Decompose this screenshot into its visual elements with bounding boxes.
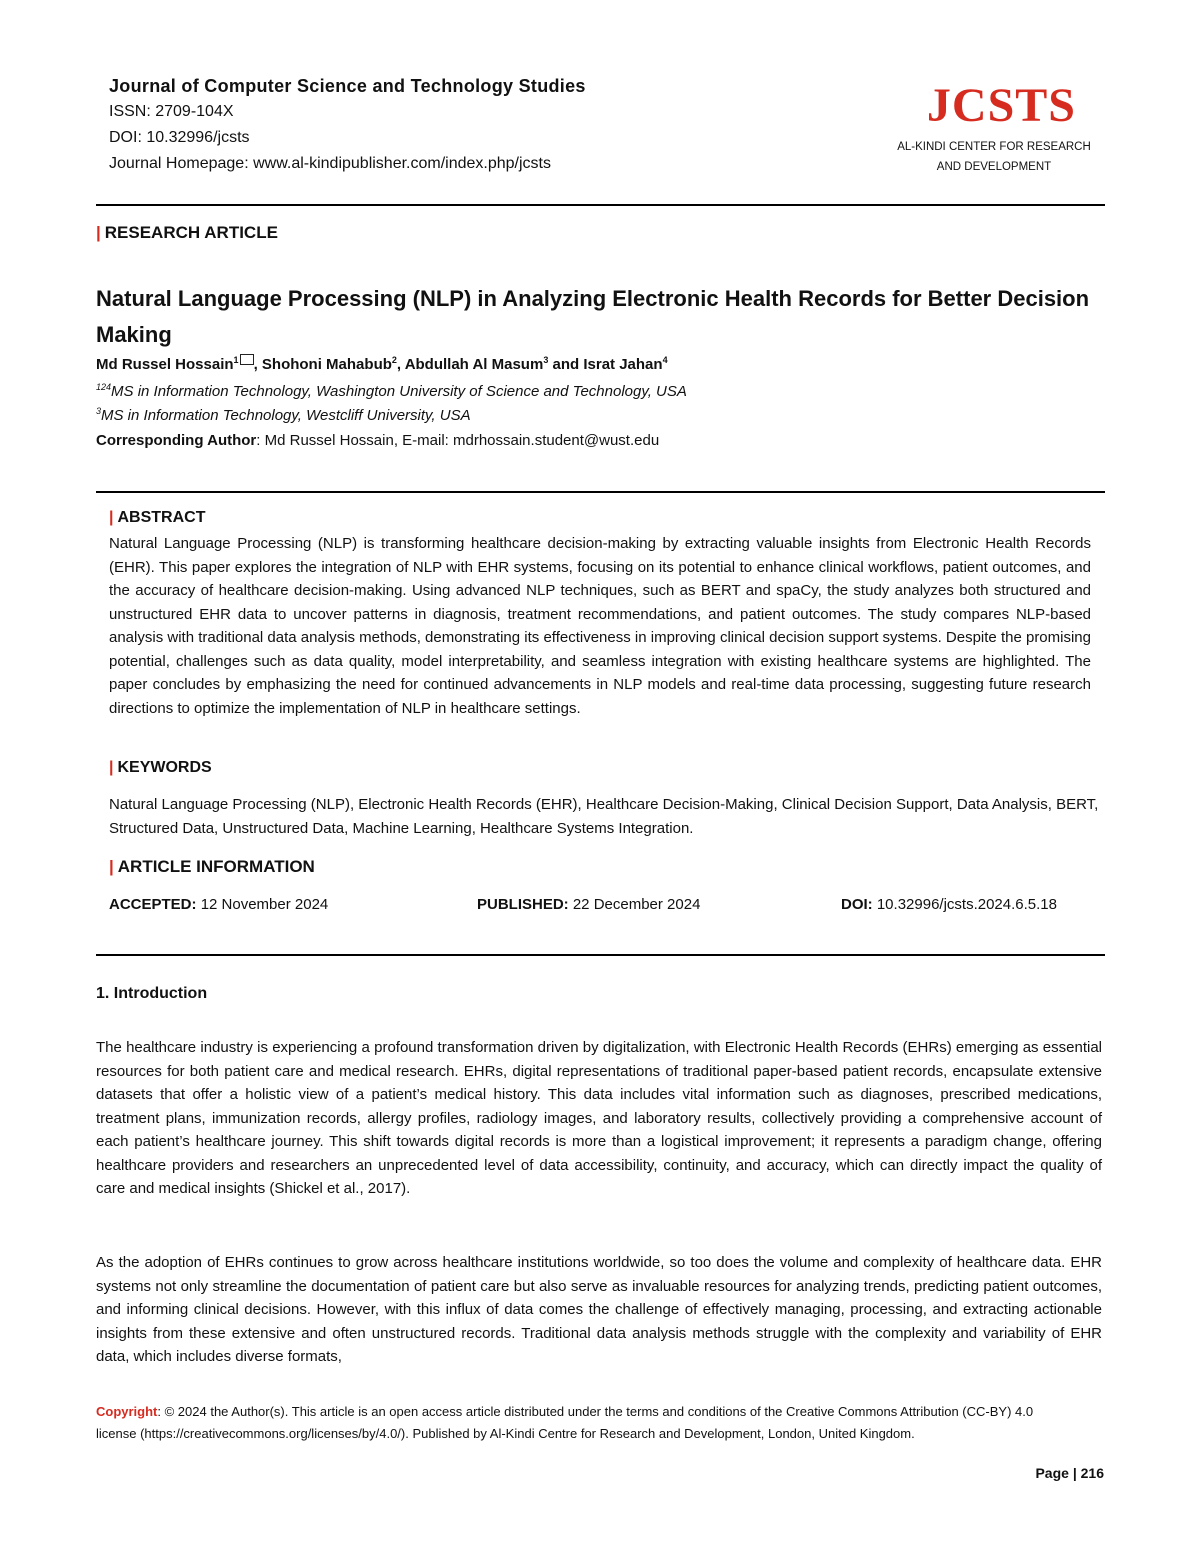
author-separator: , bbox=[396, 356, 405, 373]
copyright-notice bbox=[96, 1401, 1066, 1444]
article-info-heading bbox=[109, 857, 315, 877]
page-number: Page | 216 bbox=[1035, 1465, 1104, 1481]
section-bar-icon: | bbox=[109, 759, 114, 776]
journal-name: Journal of Computer Science and Technology Studies bbox=[109, 76, 586, 96]
author-name: Israt Jahan bbox=[583, 356, 663, 373]
article-type-label: RESEARCH ARTICLE bbox=[104, 223, 278, 242]
body-paragraph: As the adoption of EHRs continues to grow across healthcare institutions worldwide, so too does the volume and complexity of healthcare data. EHR systems not only streamline the documentation of patient care but also serve as invaluable resources for analyzing trends, predicting patient outcomes, and informing clinical decisions. However, with this influx of data comes the challenge of effectively managing, processing, and extracting actionable insights from these extensive and often unstructured records. Traditional data analysis methods struggle with the complexity and variability of EHR data, which includes diverse formats, bbox=[96, 1254, 1102, 1365]
author-list bbox=[96, 355, 668, 373]
copyright-label: Copyright bbox=[96, 1404, 158, 1419]
article-doi bbox=[841, 896, 1057, 913]
article-info-heading-label: ARTICLE INFORMATION bbox=[117, 857, 315, 876]
section-bar-icon: | bbox=[96, 223, 101, 242]
logo-text: JCSTS bbox=[926, 79, 1076, 132]
author-name: Md Russel Hossain bbox=[96, 356, 234, 373]
corresponding-label: Corresponding Author bbox=[96, 432, 257, 449]
publisher-line-2: AND DEVELOPMENT bbox=[936, 161, 1052, 173]
author-name: Abdullah Al Masum bbox=[404, 356, 544, 373]
affiliation-sup: 124 bbox=[96, 382, 112, 392]
corresponding-author bbox=[96, 432, 659, 449]
body-paragraph: The healthcare industry is experiencing a profound transformation driven by digitalization, with Electronic Health Records (EHRs) emerging as essential resources for both patient care and medical research. EHRs, digital representations of traditional paper-based patient records, encapsulate extensive datasets that offer a holistic view of a patient’s medical history. This data includes vital information such as diagnoses, prescribed medications, treatment plans, immunization records, allergy profiles, radiology images, and laboratory results, collectively providing a comprehensive account of each patient’s healthcare journey. This shift towards digital records is more than a logistical improvement; it represents a paradigm change, offering healthcare providers and researchers an unprecedented level of data accessibility, continuity, and accuracy, which can directly impact the quality of care and medical insights (Shickel et al., 2017). bbox=[96, 1039, 1102, 1197]
section-heading: 1. Introduction bbox=[96, 985, 208, 1002]
doi-value[interactable]: 10.32996/jcsts.2024.6.5.18 bbox=[876, 896, 1057, 913]
paper-title: Natural Language Processing (NLP) in Analyzing Electronic Health Records for Better Decision Making bbox=[96, 286, 1090, 347]
affiliation bbox=[96, 382, 687, 400]
published-date bbox=[477, 896, 700, 913]
corresponding-text: : Md Russel Hossain, E-mail: mdrhossain.student@wust.edu bbox=[256, 432, 660, 449]
published-label: PUBLISHED: bbox=[477, 896, 569, 913]
journal-homepage[interactable]: Journal Homepage: www.al-kindipublisher.com/index.php/jcsts bbox=[109, 155, 551, 172]
author-sup: 1 bbox=[233, 355, 239, 365]
copyright-text: : © 2024 the Author(s). This article is an open access article distributed under the terms and conditions of the Creative Commons Attribution (CC-BY) 4.0 license (https://creativecommons.org/licenses/by/4.0/). Published by Al-Kindi Centre for Research and Development, London, United Kingdom. bbox=[96, 1404, 1034, 1441]
journal-issn: ISSN: 2709-104X bbox=[109, 103, 234, 120]
affiliation-sup: 3 bbox=[96, 406, 102, 416]
info-divider bbox=[96, 954, 1105, 956]
keywords-text: Natural Language Processing (NLP), Electronic Health Records (EHR), Healthcare Decision-Making, Clinical Decision Support, Data Analysis, BERT, Structured Data, Unstructured Data, Machine Learning, Healthcare Systems Integration. bbox=[109, 796, 1099, 837]
header-divider bbox=[96, 204, 1105, 206]
abstract-text: Natural Language Processing (NLP) is transforming healthcare decision-making by extracting valuable insights from Electronic Health Records (EHR). This paper explores the integration of NLP with EHR systems, focusing on its potential to enhance clinical workflows, patient outcomes, and the accuracy of healthcare decision-making. Using advanced NLP techniques, such as BERT and spaCy, the study analyzes both structured and unstructured EHR data to uncover patterns in diagnosis, treatment recommendations, and patient outcomes. The study compares NLP-based analysis with traditional data analysis methods, demonstrating its effectiveness in improving clinical decision support systems. Despite the promising potential, challenges such as data quality, model interpretability, and seamless integration with existing healthcare systems are highlighted. The paper concludes by emphasizing the need for continued advancements in NLP models and real-time data processing, suggesting future research directions to optimize the implementation of NLP in healthcare settings. bbox=[109, 535, 1091, 717]
author-sup: 2 bbox=[391, 355, 397, 365]
publisher-name bbox=[884, 137, 1104, 177]
published-value: 22 December 2024 bbox=[572, 896, 701, 913]
affiliation bbox=[96, 406, 471, 424]
author-sup: 4 bbox=[662, 355, 668, 365]
abstract-heading bbox=[109, 509, 205, 527]
article-type bbox=[96, 223, 278, 243]
keywords-heading bbox=[109, 759, 212, 777]
journal-doi: DOI: 10.32996/jcsts bbox=[109, 129, 250, 146]
author-separator: and bbox=[548, 356, 584, 373]
accepted-value: 12 November 2024 bbox=[200, 896, 329, 913]
doi-label: DOI: bbox=[841, 896, 873, 913]
author-name: Shohoni Mahabub bbox=[261, 356, 392, 373]
keywords-heading-label: KEYWORDS bbox=[117, 759, 212, 776]
abstract-divider bbox=[96, 491, 1105, 493]
affiliation-text: MS in Information Technology, Washington University of Science and Technology, USA bbox=[111, 383, 687, 400]
accepted-label: ACCEPTED: bbox=[109, 896, 197, 913]
author-separator: , bbox=[253, 356, 262, 373]
section-bar-icon: | bbox=[109, 509, 114, 526]
journal-logo bbox=[876, 80, 1076, 132]
abstract-heading-label: ABSTRACT bbox=[117, 509, 206, 526]
accepted-date bbox=[109, 896, 328, 913]
affiliation-text: MS in Information Technology, Westcliff University, USA bbox=[101, 407, 471, 424]
section-bar-icon: | bbox=[109, 857, 114, 876]
email-icon[interactable] bbox=[240, 354, 254, 365]
author-sup: 3 bbox=[543, 355, 549, 365]
publisher-line-1: AL-KINDI CENTER FOR RESEARCH bbox=[897, 141, 1091, 153]
